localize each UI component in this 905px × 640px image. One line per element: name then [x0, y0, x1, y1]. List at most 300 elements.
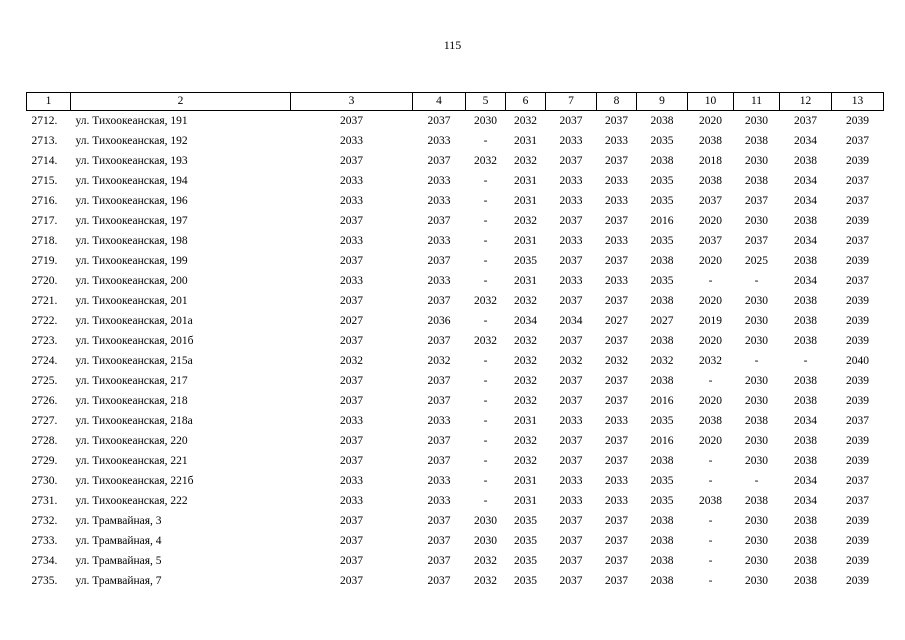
table-row: [27, 211, 884, 231]
year-cell: 2033: [605, 235, 628, 247]
year-cell: 2037: [427, 255, 451, 267]
year-cell: 2030: [745, 335, 768, 347]
year-cell: 2037: [559, 215, 583, 227]
table-row: [27, 411, 884, 431]
year-cell: 2038: [794, 395, 817, 407]
column-header: 12: [780, 93, 832, 111]
year-cell: 2030: [745, 315, 768, 327]
year-cell: 2030: [474, 115, 497, 127]
year-cell: 2037: [427, 115, 451, 127]
address-cell: ул. Тихоокеанская, 217: [75, 375, 188, 387]
year-cell: 2038: [745, 495, 768, 507]
column-header: 5: [466, 93, 506, 111]
year-cell: -: [708, 475, 713, 487]
year-cell: 2032: [514, 375, 537, 387]
year-cell: 2031: [514, 475, 537, 487]
table-row: [27, 291, 884, 311]
year-cell: 2033: [559, 475, 583, 487]
table-row: [27, 531, 884, 551]
year-cell: 2037: [605, 395, 628, 407]
year-cell: 2037: [846, 415, 869, 427]
column-header: 9: [637, 93, 688, 111]
year-cell: 2039: [846, 215, 869, 227]
year-cell: 2016: [650, 435, 674, 447]
year-cell: 2038: [650, 555, 674, 567]
year-cell: 2031: [514, 135, 537, 147]
column-header: 4: [413, 93, 466, 111]
year-cell: 2035: [650, 195, 674, 207]
year-cell: 2037: [559, 535, 583, 547]
year-cell: 2037: [559, 255, 583, 267]
address-cell: ул. Трамвайная, 3: [75, 515, 162, 527]
year-cell: 2020: [699, 255, 722, 267]
year-cell: 2032: [514, 355, 537, 367]
address-cell: ул. Трамвайная, 5: [75, 555, 162, 567]
year-cell: 2037: [427, 515, 451, 527]
year-cell: 2033: [605, 195, 628, 207]
year-cell: 2033: [559, 195, 583, 207]
year-cell: -: [708, 275, 713, 287]
year-cell: 2037: [340, 255, 363, 267]
table-row: [27, 171, 884, 191]
year-cell: 2039: [846, 295, 869, 307]
year-cell: 2038: [699, 175, 722, 187]
year-cell: 2039: [846, 455, 869, 467]
year-cell: 2039: [846, 535, 869, 547]
year-cell: 2038: [745, 175, 768, 187]
year-cell: 2037: [846, 175, 869, 187]
year-cell: 2033: [605, 495, 628, 507]
year-cell: 2032: [474, 295, 497, 307]
address-cell: ул. Тихоокеанская, 198: [75, 235, 188, 247]
year-cell: 2037: [340, 115, 363, 127]
address-cell: ул. Тихоокеанская, 192: [75, 135, 188, 147]
year-cell: 2037: [559, 335, 583, 347]
year-cell: 2037: [559, 575, 583, 587]
column-header: 13: [832, 93, 884, 111]
year-cell: 2032: [514, 115, 537, 127]
row-number-cell: 2732.: [31, 515, 58, 527]
year-cell: 2037: [340, 535, 363, 547]
table-row: [27, 551, 884, 571]
year-cell: 2020: [699, 295, 722, 307]
year-cell: 2038: [794, 455, 817, 467]
row-number-cell: 2726.: [31, 395, 58, 407]
address-cell: ул. Тихоокеанская, 221: [75, 455, 188, 467]
year-cell: 2037: [340, 555, 363, 567]
year-cell: -: [483, 235, 488, 247]
year-cell: 2032: [514, 335, 537, 347]
year-cell: 2027: [650, 315, 674, 327]
row-number-cell: 2729.: [31, 455, 58, 467]
year-cell: 2037: [559, 455, 583, 467]
year-cell: 2033: [340, 135, 363, 147]
year-cell: 2032: [605, 355, 628, 367]
year-cell: 2036: [427, 315, 451, 327]
year-cell: 2037: [340, 155, 363, 167]
year-cell: 2038: [650, 375, 674, 387]
year-cell: -: [483, 435, 488, 447]
row-number-cell: 2725.: [31, 375, 58, 387]
row-number-cell: 2727.: [31, 415, 58, 427]
year-cell: 2037: [427, 555, 451, 567]
year-cell: 2034: [794, 275, 817, 287]
year-cell: -: [483, 215, 488, 227]
year-cell: -: [754, 355, 759, 367]
year-cell: 2031: [514, 415, 537, 427]
year-cell: 2038: [650, 535, 674, 547]
year-cell: 2037: [427, 295, 451, 307]
year-cell: 2030: [745, 115, 768, 127]
year-cell: 2030: [745, 575, 768, 587]
table-row: [27, 151, 884, 171]
table-row: [27, 351, 884, 371]
year-cell: 2016: [650, 215, 674, 227]
year-cell: 2035: [514, 255, 537, 267]
year-cell: 2034: [514, 315, 537, 327]
year-cell: 2033: [427, 135, 451, 147]
year-cell: 2039: [846, 155, 869, 167]
year-cell: 2037: [340, 395, 363, 407]
year-cell: 2030: [474, 515, 497, 527]
year-cell: 2038: [794, 555, 817, 567]
year-cell: 2037: [605, 575, 628, 587]
year-cell: 2038: [650, 515, 674, 527]
year-cell: 2037: [340, 515, 363, 527]
year-cell: -: [708, 515, 713, 527]
year-cell: 2037: [559, 375, 583, 387]
year-cell: 2037: [605, 455, 628, 467]
year-cell: 2037: [340, 335, 363, 347]
year-cell: 2038: [794, 515, 817, 527]
year-cell: 2032: [650, 355, 674, 367]
year-cell: 2031: [514, 275, 537, 287]
year-cell: 2035: [650, 275, 674, 287]
year-cell: 2033: [559, 415, 583, 427]
year-cell: 2038: [650, 455, 674, 467]
year-cell: 2030: [745, 375, 768, 387]
year-cell: 2032: [514, 435, 537, 447]
year-cell: 2039: [846, 315, 869, 327]
row-number-cell: 2715.: [31, 175, 58, 187]
table-row: [27, 391, 884, 411]
year-cell: 2033: [605, 275, 628, 287]
year-cell: 2032: [340, 355, 363, 367]
year-cell: 2037: [340, 215, 363, 227]
year-cell: 2020: [699, 215, 722, 227]
year-cell: 2032: [474, 155, 497, 167]
year-cell: 2035: [650, 175, 674, 187]
year-cell: 2039: [846, 335, 869, 347]
year-cell: 2039: [846, 375, 869, 387]
year-cell: 2027: [605, 315, 628, 327]
address-cell: ул. Тихоокеанская, 196: [75, 195, 188, 207]
row-number-cell: 2722.: [31, 315, 58, 327]
year-cell: 2037: [794, 115, 817, 127]
year-cell: 2035: [650, 495, 674, 507]
year-cell: 2032: [514, 295, 537, 307]
year-cell: 2035: [650, 475, 674, 487]
year-cell: 2032: [699, 355, 722, 367]
year-cell: 2039: [846, 115, 869, 127]
year-cell: 2038: [794, 155, 817, 167]
table-header: [27, 93, 884, 111]
year-cell: 2025: [745, 255, 768, 267]
year-cell: -: [483, 375, 488, 387]
year-cell: 2033: [427, 275, 451, 287]
address-cell: ул. Тихоокеанская, 201: [75, 295, 188, 307]
table-row: [27, 471, 884, 491]
year-cell: 2038: [794, 375, 817, 387]
year-cell: 2039: [846, 435, 869, 447]
year-cell: 2030: [745, 515, 768, 527]
year-cell: 2037: [559, 555, 583, 567]
header-row: [27, 93, 884, 111]
year-cell: -: [483, 415, 488, 427]
year-cell: 2037: [605, 335, 628, 347]
year-cell: -: [754, 475, 759, 487]
year-cell: 2035: [650, 415, 674, 427]
year-cell: 2037: [605, 115, 628, 127]
year-cell: 2035: [650, 235, 674, 247]
year-cell: 2037: [605, 215, 628, 227]
year-cell: 2034: [794, 475, 817, 487]
year-cell: 2038: [650, 115, 674, 127]
year-cell: 2032: [514, 155, 537, 167]
year-cell: -: [708, 455, 713, 467]
row-number-cell: 2719.: [31, 255, 58, 267]
year-cell: 2037: [846, 275, 869, 287]
page-number: 115: [443, 38, 462, 52]
year-cell: 2037: [605, 535, 628, 547]
year-cell: 2033: [340, 195, 363, 207]
row-number-cell: 2720.: [31, 275, 58, 287]
year-cell: 2038: [650, 255, 674, 267]
year-cell: 2033: [605, 475, 628, 487]
year-cell: 2037: [605, 435, 628, 447]
year-cell: 2038: [745, 415, 768, 427]
row-number-cell: 2730.: [31, 475, 58, 487]
year-cell: 2037: [745, 195, 768, 207]
table-row: [27, 511, 884, 531]
year-cell: -: [483, 175, 488, 187]
table-row: [27, 271, 884, 291]
year-cell: 2037: [427, 155, 451, 167]
year-cell: 2035: [514, 515, 537, 527]
row-number-cell: 2717.: [31, 215, 58, 227]
year-cell: 2037: [846, 195, 869, 207]
row-number-cell: 2713.: [31, 135, 58, 147]
year-cell: 2037: [559, 435, 583, 447]
year-cell: 2038: [650, 335, 674, 347]
year-cell: 2034: [794, 495, 817, 507]
year-cell: 2033: [340, 475, 363, 487]
table-row: [27, 311, 884, 331]
year-cell: 2030: [474, 535, 497, 547]
table-row: [27, 111, 884, 132]
year-cell: 2034: [794, 175, 817, 187]
year-cell: 2033: [559, 235, 583, 247]
address-cell: ул. Тихоокеанская, 215а: [75, 355, 193, 367]
address-cell: ул. Тихоокеанская, 218а: [75, 415, 193, 427]
year-cell: 2035: [514, 555, 537, 567]
year-cell: 2033: [427, 495, 451, 507]
address-cell: ул. Тихоокеанская, 220: [75, 435, 188, 447]
year-cell: 2020: [699, 115, 722, 127]
year-cell: 2037: [605, 375, 628, 387]
year-cell: 2038: [794, 255, 817, 267]
year-cell: 2038: [794, 295, 817, 307]
year-cell: -: [708, 375, 713, 387]
year-cell: 2033: [340, 415, 363, 427]
address-cell: ул. Трамвайная, 7: [75, 575, 162, 587]
table-row: [27, 191, 884, 211]
year-cell: 2030: [745, 535, 768, 547]
year-cell: 2033: [559, 495, 583, 507]
year-cell: -: [483, 455, 488, 467]
year-cell: 2038: [650, 575, 674, 587]
year-cell: 2020: [699, 435, 722, 447]
year-cell: 2037: [427, 395, 451, 407]
year-cell: 2033: [559, 175, 583, 187]
year-cell: 2016: [650, 395, 674, 407]
year-cell: 2033: [605, 415, 628, 427]
year-cell: 2037: [846, 495, 869, 507]
year-cell: 2037: [427, 215, 451, 227]
year-cell: -: [754, 275, 759, 287]
address-cell: ул. Тихоокеанская, 201а: [75, 315, 193, 327]
year-cell: -: [708, 555, 713, 567]
year-cell: 2037: [427, 455, 451, 467]
address-cell: ул. Тихоокеанская, 221б: [75, 475, 194, 487]
year-cell: 2038: [794, 535, 817, 547]
year-cell: 2037: [605, 515, 628, 527]
column-header: 8: [597, 93, 637, 111]
year-cell: 2037: [427, 375, 451, 387]
row-number-cell: 2721.: [31, 295, 58, 307]
year-cell: -: [483, 275, 488, 287]
address-cell: ул. Тихоокеанская, 191: [75, 115, 188, 127]
year-cell: 2018: [699, 155, 722, 167]
address-cell: ул. Тихоокеанская, 194: [75, 175, 188, 187]
year-cell: 2039: [846, 575, 869, 587]
table-row: [27, 231, 884, 251]
year-cell: 2034: [794, 195, 817, 207]
table-row: [27, 491, 884, 511]
year-cell: 2037: [427, 535, 451, 547]
year-cell: 2037: [605, 295, 628, 307]
column-header: 2: [71, 93, 291, 111]
year-cell: 2035: [514, 575, 537, 587]
address-cell: ул. Тихоокеанская, 218: [75, 395, 188, 407]
year-cell: -: [708, 575, 713, 587]
year-cell: 2037: [427, 435, 451, 447]
year-cell: 2039: [846, 515, 869, 527]
year-cell: 2038: [794, 435, 817, 447]
year-cell: 2031: [514, 175, 537, 187]
year-cell: 2032: [559, 355, 583, 367]
row-number-cell: 2716.: [31, 195, 58, 207]
year-cell: 2032: [514, 215, 537, 227]
year-cell: 2030: [745, 155, 768, 167]
table-body: [27, 111, 884, 592]
year-cell: 2039: [846, 555, 869, 567]
row-number-cell: 2734.: [31, 555, 58, 567]
year-cell: 2038: [699, 495, 722, 507]
year-cell: 2034: [794, 135, 817, 147]
year-cell: 2037: [340, 455, 363, 467]
address-cell: ул. Трамвайная, 4: [75, 535, 162, 547]
year-cell: 2033: [340, 235, 363, 247]
year-cell: 2031: [514, 235, 537, 247]
year-cell: 2033: [427, 475, 451, 487]
year-cell: 2032: [474, 575, 497, 587]
year-cell: 2033: [427, 195, 451, 207]
year-cell: 2030: [745, 395, 768, 407]
address-cell: ул. Тихоокеанская, 200: [75, 275, 188, 287]
year-cell: 2037: [605, 255, 628, 267]
row-number-cell: 2728.: [31, 435, 58, 447]
table-row: [27, 251, 884, 271]
row-number-cell: 2735.: [31, 575, 58, 587]
data-table: [26, 92, 884, 591]
year-cell: -: [708, 535, 713, 547]
year-cell: 2037: [559, 115, 583, 127]
row-number-cell: 2723.: [31, 335, 58, 347]
year-cell: 2034: [794, 235, 817, 247]
year-cell: 2032: [427, 355, 451, 367]
year-cell: 2033: [559, 275, 583, 287]
year-cell: 2037: [846, 475, 869, 487]
year-cell: 2038: [794, 575, 817, 587]
year-cell: 2037: [699, 235, 722, 247]
year-cell: -: [803, 355, 808, 367]
year-cell: 2037: [340, 575, 363, 587]
year-cell: 2032: [514, 455, 537, 467]
column-header: 11: [734, 93, 780, 111]
year-cell: 2038: [699, 135, 722, 147]
year-cell: 2037: [427, 335, 451, 347]
year-cell: 2020: [699, 395, 722, 407]
year-cell: -: [483, 255, 488, 267]
year-cell: 2030: [745, 455, 768, 467]
year-cell: -: [483, 395, 488, 407]
year-cell: 2037: [846, 135, 869, 147]
table-row: [27, 131, 884, 151]
year-cell: 2033: [427, 415, 451, 427]
year-cell: 2020: [699, 335, 722, 347]
year-cell: 2033: [605, 135, 628, 147]
year-cell: -: [483, 195, 488, 207]
year-cell: 2031: [514, 195, 537, 207]
row-number-cell: 2731.: [31, 495, 58, 507]
year-cell: -: [483, 475, 488, 487]
year-cell: 2030: [745, 435, 768, 447]
table-row: [27, 371, 884, 391]
year-cell: 2037: [559, 295, 583, 307]
year-cell: 2033: [340, 175, 363, 187]
row-number-cell: 2712.: [31, 115, 58, 127]
year-cell: -: [483, 135, 488, 147]
column-header: 1: [27, 93, 71, 111]
row-number-cell: 2724.: [31, 355, 58, 367]
year-cell: 2035: [514, 535, 537, 547]
address-cell: ул. Тихоокеанская, 222: [75, 495, 188, 507]
column-header: 10: [688, 93, 734, 111]
address-cell: ул. Тихоокеанская, 197: [75, 215, 188, 227]
year-cell: 2034: [794, 415, 817, 427]
address-cell: ул. Тихоокеанская, 193: [75, 155, 188, 167]
